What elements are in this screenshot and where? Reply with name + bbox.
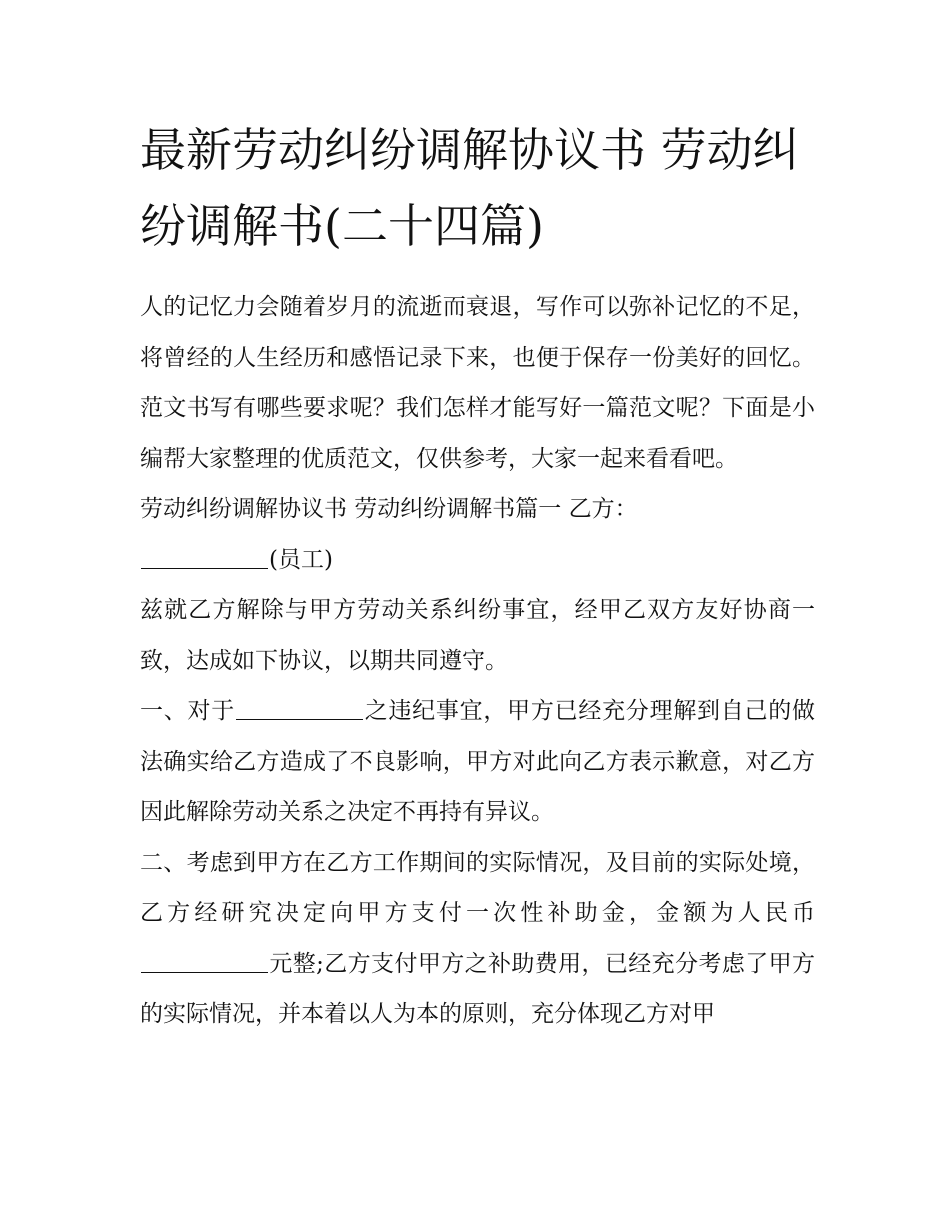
party-b-line xyxy=(140,535,815,586)
preamble-paragraph: 兹就乙方解除与甲方劳动关系纠纷事宜，经甲乙双方友好协商一致，达成如下协议，以期共同遵守。 xyxy=(140,597,815,674)
clause-2-text-a: 二、考虑到甲方在乙方工作期间的实际情况，及目前的实际处境，乙方经研究决定向甲方支付一次性补助金，金额为人民币 xyxy=(140,849,815,926)
clause-2-text-b: 元整;乙方支付甲方之补助费用，已经充分考虑了甲方的实际情况，并本着以人为本的原则，充分体现乙方对甲 xyxy=(140,950,815,1027)
clause-1-blank xyxy=(236,693,363,720)
party-b-suffix: (员工) xyxy=(269,546,333,573)
clause-2-blank xyxy=(141,946,268,973)
clause-1-prefix: 一、对于 xyxy=(140,698,235,724)
intro-paragraph: 人的记忆力会随着岁月的流逝而衰退，写作可以弥补记忆的不足，将曾经的人生经历和感悟记录下来，也便于保存一份美好的回忆。范文书写有哪些要求呢？我们怎样才能写好一篇范文呢？下面是小编帮大家整理的优质范文，仅供参考，大家一起来看看吧。 xyxy=(140,294,815,472)
section-heading: 劳动纠纷调解协议书 劳动纠纷调解书篇一 乙方： xyxy=(140,496,638,522)
clause-1 xyxy=(140,686,815,838)
document-title: 最新劳动纠纷调解协议书 劳动纠纷调解书(二十四篇) xyxy=(140,123,799,253)
party-b-blank xyxy=(141,542,268,569)
document-page xyxy=(140,112,815,1040)
clause-1-text: 之违纪事宜，甲方已经充分理解到自己的做法确实给乙方造成了不良影响，甲方对此向乙方表示歉意，对乙方因此解除劳动关系之决定不再持有异议。 xyxy=(140,698,816,825)
clause-2 xyxy=(140,838,815,1040)
